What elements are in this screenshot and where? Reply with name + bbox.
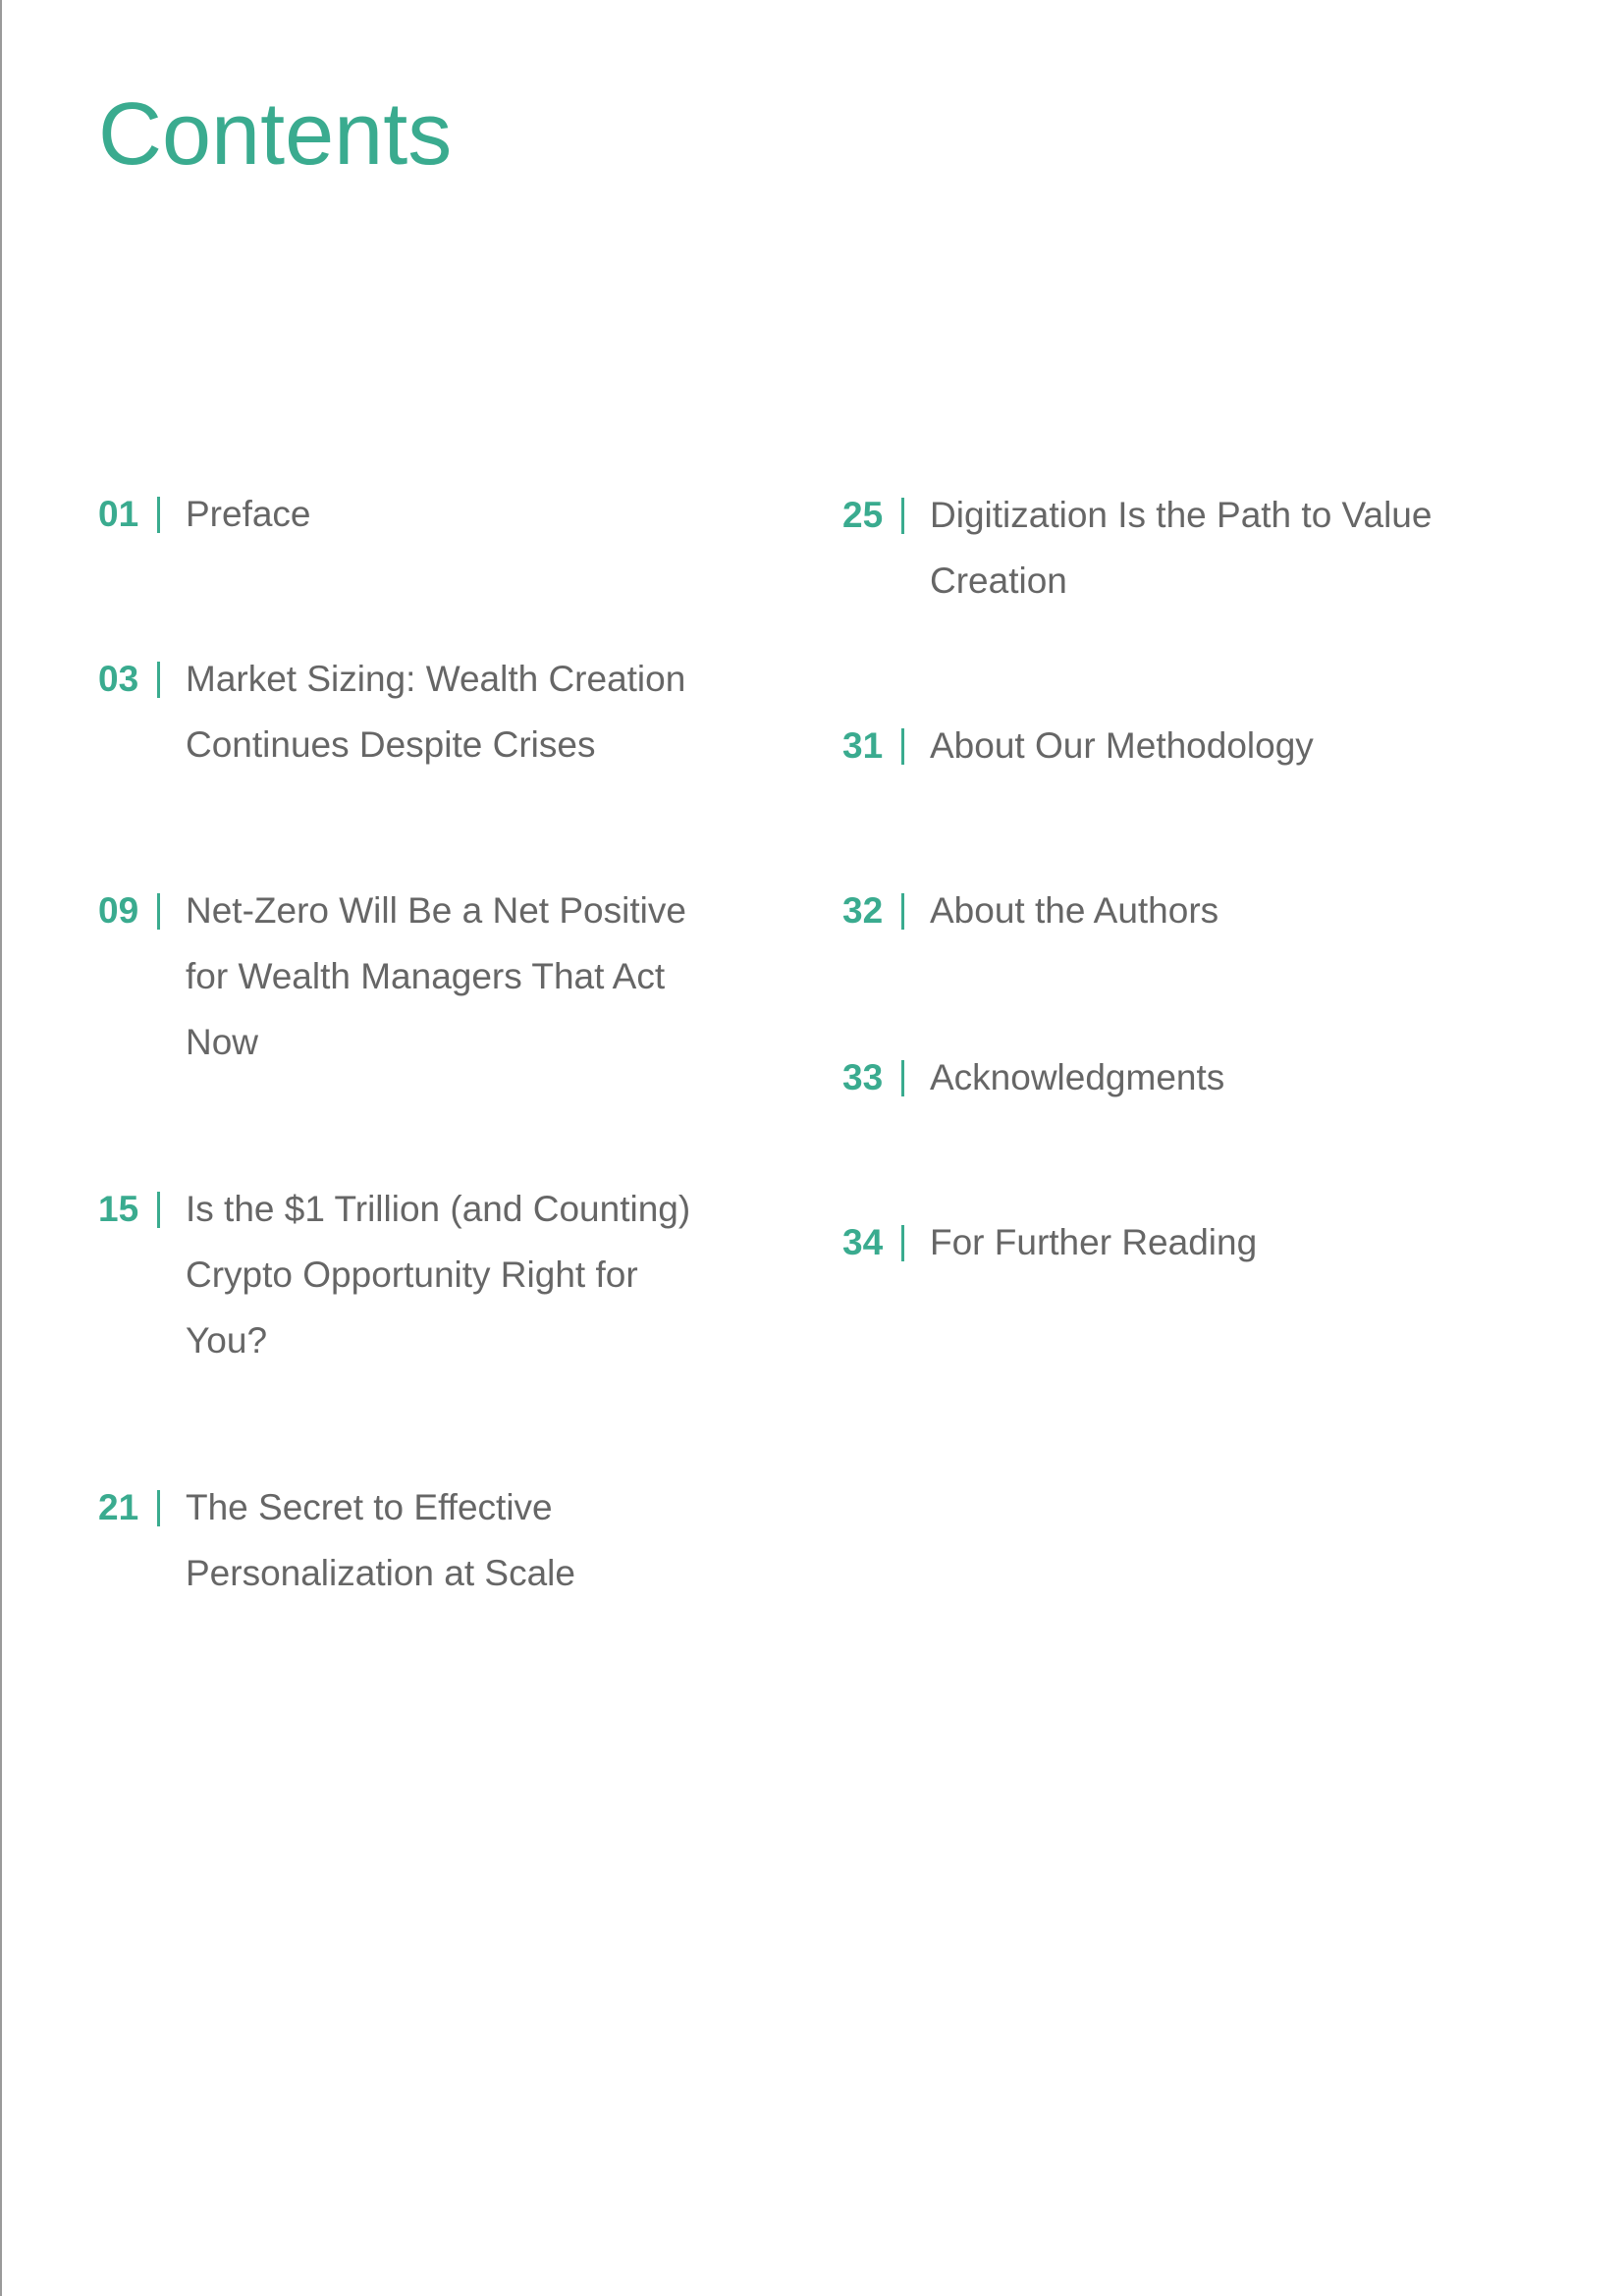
page-title: Contents bbox=[98, 85, 453, 184]
toc-entry-preface[interactable] bbox=[98, 481, 775, 547]
entry-title: Preface bbox=[186, 494, 311, 534]
divider bbox=[157, 893, 160, 930]
page-number: 34 bbox=[842, 1222, 884, 1262]
divider bbox=[157, 662, 160, 698]
divider bbox=[901, 1225, 904, 1261]
toc-entry-digitization[interactable] bbox=[842, 482, 1519, 614]
divider bbox=[901, 893, 904, 930]
toc-entry-further-reading[interactable] bbox=[842, 1209, 1519, 1275]
toc-entry-personalization[interactable] bbox=[98, 1474, 775, 1606]
divider bbox=[157, 1192, 160, 1228]
entry-title: For Further Reading bbox=[930, 1222, 1258, 1262]
page-number: 15 bbox=[98, 1189, 139, 1229]
divider bbox=[901, 498, 904, 534]
entry-title: Acknowledgments bbox=[930, 1057, 1225, 1097]
entry-title: Is the $1 Trillion (and Counting) Crypto Opportunity Right for You? bbox=[186, 1189, 691, 1361]
entry-title: Digitization Is the Path to Value Creation bbox=[930, 495, 1433, 601]
toc-entry-methodology[interactable] bbox=[842, 713, 1519, 778]
page-number: 21 bbox=[98, 1487, 139, 1527]
toc-entry-market-sizing[interactable] bbox=[98, 646, 775, 777]
page-number: 25 bbox=[842, 495, 884, 535]
divider bbox=[901, 1060, 904, 1096]
divider bbox=[157, 497, 160, 533]
toc-entry-crypto[interactable] bbox=[98, 1176, 775, 1373]
entry-title: About the Authors bbox=[930, 890, 1219, 931]
page-number: 32 bbox=[842, 890, 884, 931]
divider bbox=[901, 728, 904, 765]
entry-title: About Our Methodology bbox=[930, 725, 1314, 766]
page-number: 03 bbox=[98, 659, 139, 699]
page-number: 33 bbox=[842, 1057, 884, 1097]
page-edge bbox=[0, 0, 2, 2296]
entry-title: Net-Zero Will Be a Net Positive for Wealth Managers That Act Now bbox=[186, 890, 686, 1062]
toc-entry-authors[interactable] bbox=[842, 878, 1519, 943]
divider bbox=[157, 1490, 160, 1526]
page-number: 09 bbox=[98, 890, 139, 931]
entry-title: Market Sizing: Wealth Creation Continues Despite Crises bbox=[186, 659, 686, 765]
toc-entry-net-zero[interactable] bbox=[98, 878, 775, 1075]
page-number: 31 bbox=[842, 725, 884, 766]
page-number: 01 bbox=[98, 494, 139, 534]
toc-entry-acknowledgments[interactable] bbox=[842, 1044, 1519, 1110]
entry-title: The Secret to Effective Personalization at Scale bbox=[186, 1487, 575, 1593]
